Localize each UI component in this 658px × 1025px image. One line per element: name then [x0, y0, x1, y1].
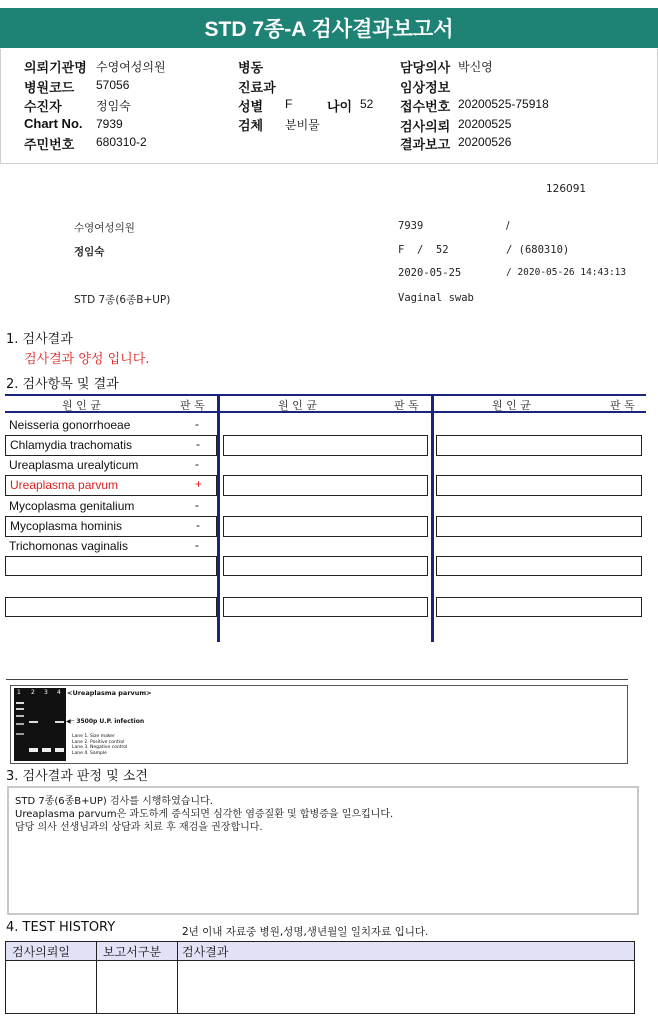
history-col-request-date: 검사의뢰일 [12, 945, 70, 959]
table-row-empty [223, 556, 428, 576]
gel-lane-4: 4 [57, 689, 61, 696]
gel-top-rule [6, 679, 628, 680]
gel-band [29, 748, 38, 752]
gel-electrophoresis-image [14, 688, 66, 761]
pathogen-name: Neisseria gonorrhoeae [9, 418, 131, 432]
sex-value: F [285, 97, 293, 111]
gel-legend-item: Lane 2. Positive control [72, 739, 125, 745]
table-col-divider-1 [217, 396, 220, 642]
result-summary: 검사결과 양성 입니다. [24, 352, 150, 367]
history-note: 2년 이내 자료중 병원,성명,생년월일 일치자료 입니다. [182, 926, 429, 938]
patient-label: 수진자 [24, 99, 62, 114]
report-date-value: 20200526 [458, 135, 512, 149]
history-col-divider [177, 941, 178, 1014]
info-sex-age: F / 52 [398, 244, 449, 256]
chart-no-label: Chart No. [24, 116, 83, 131]
request-date-label: 검사의뢰 [400, 119, 451, 134]
gel-band [55, 748, 64, 752]
report-title: STD 7종-A 검사결과보고서 [0, 8, 658, 48]
pathogen-result: - [196, 518, 200, 532]
gel-band [16, 723, 24, 725]
gel-band-label: ◀─ 3500p U.P. infection [66, 718, 145, 725]
gel-band [55, 721, 64, 723]
chart-no-value: 7939 [96, 117, 123, 131]
report-date-label: 결과보고 [400, 137, 451, 152]
pathogen-result: - [195, 538, 199, 552]
table-row-empty [436, 556, 642, 576]
table-row [5, 497, 216, 517]
gel-band [42, 748, 51, 752]
gel-band [16, 702, 24, 704]
specimen-label: 검체 [238, 118, 264, 133]
table-row [5, 456, 216, 476]
receipt-no-label: 접수번호 [400, 99, 451, 114]
table-row-empty [223, 475, 428, 496]
report-code: 126091 [546, 183, 587, 195]
col-pathogen-header-1: 원 인 균 [62, 399, 101, 412]
info-chart: 7939 [398, 220, 424, 232]
history-col-result: 검사결과 [182, 945, 229, 959]
gel-legend-item: Lane 1. Size maker [72, 734, 115, 739]
findings-box [7, 786, 639, 915]
table-row [5, 537, 216, 557]
pathogen-result: + [195, 477, 203, 491]
findings-line: STD 7종(6종B+UP) 검사를 시행하였습니다. [15, 796, 213, 807]
history-col-divider [96, 941, 97, 1014]
gel-lane-2: 2 [31, 689, 35, 696]
pathogen-result: - [195, 498, 199, 512]
gel-band [16, 708, 24, 710]
pathogen-name: Chlamydia trachomatis [10, 438, 133, 452]
hospital-code-value: 57056 [96, 78, 130, 92]
findings-line: Ureaplasma parvum은 과도하게 증식되면 심각한 염증질환 및 합병증을 일으킵니다. [15, 809, 394, 820]
age-label: 나이 [327, 99, 353, 114]
table-row [5, 516, 217, 537]
gel-caption: <Ureaplasma parvum> [67, 689, 152, 697]
table-col-divider-2 [431, 396, 434, 642]
table-row-empty [223, 435, 428, 456]
info-patient: 정임숙 [74, 246, 105, 258]
department-label: 진료과 [238, 80, 276, 95]
pathogen-name: Ureaplasma parvum [10, 478, 119, 492]
section4-title: 4. TEST HISTORY [6, 920, 116, 935]
sex-label: 성별 [238, 99, 264, 114]
doctor-value: 박신영 [458, 60, 493, 74]
table-row-empty [436, 475, 642, 496]
table-row-empty [436, 435, 642, 456]
pathogen-name: Ureaplasma urealyticum [9, 458, 139, 472]
resident-no-label: 주민번호 [24, 137, 75, 152]
info-receive-date: 2020-05-25 [398, 267, 462, 279]
section2-title: 2. 검사항목 및 결과 [6, 377, 119, 392]
info-birth: / (680310) [506, 244, 570, 256]
table-row-empty [436, 516, 642, 537]
gel-lane-1: 1 [17, 689, 21, 696]
pathogen-name: Mycoplasma genitalium [9, 499, 135, 513]
info-slash: / [506, 220, 510, 232]
history-col-report-type: 보고서구분 [103, 945, 161, 959]
request-date-value: 20200525 [458, 117, 512, 131]
hospital-label: 의뢰기관명 [24, 60, 87, 75]
col-judge-header-1: 판 독 [180, 399, 205, 412]
col-judge-header-2: 판 독 [394, 399, 419, 412]
table-row [5, 416, 216, 436]
table-row-empty [223, 597, 428, 617]
col-judge-header-3: 판 독 [610, 399, 635, 412]
gel-band [29, 721, 38, 723]
info-specimen: Vaginal swab [398, 292, 474, 304]
pathogen-result: - [195, 417, 199, 431]
info-report-time: / 2020-05-26 14:43:13 [506, 267, 627, 278]
resident-no-value: 680310-2 [96, 135, 147, 149]
info-hospital: 수영여성의원 [74, 222, 135, 234]
clinical-info-label: 임상정보 [400, 80, 451, 95]
table-top-rule [5, 394, 646, 396]
pathogen-result: - [195, 457, 199, 471]
age-value: 52 [360, 97, 374, 111]
section1-title: 1. 검사결과 [6, 332, 73, 347]
info-test-name: STD 7종(6종B+UP) [74, 294, 171, 306]
doctor-label: 담당의사 [400, 60, 451, 75]
hospital-value: 수영여성의원 [96, 60, 166, 74]
table-row-empty [5, 556, 217, 576]
ward-label: 병동 [238, 60, 264, 75]
table-row-empty [223, 516, 428, 537]
table-header-rule [5, 411, 646, 413]
col-pathogen-header-2: 원 인 균 [278, 399, 317, 412]
gel-legend-item: Lane 3. Negative control [72, 745, 128, 750]
findings-line: 담당 의사 선생님과의 상담과 치료 후 재검을 권장합니다. [15, 822, 263, 833]
specimen-value: 분비물 [285, 118, 320, 132]
gel-lane-3: 3 [44, 689, 48, 696]
gel-legend [72, 734, 127, 756]
gel-band [16, 715, 24, 717]
col-pathogen-header-3: 원 인 균 [492, 399, 531, 412]
table-row-empty [5, 597, 217, 617]
gel-band [16, 733, 24, 735]
pathogen-name: Trichomonas vaginalis [9, 539, 128, 553]
pathogen-result: - [196, 437, 200, 451]
patient-value: 정임숙 [96, 99, 131, 113]
gel-band-label-text: 3500p U.P. infection [76, 718, 145, 725]
receipt-no-value: 20200525-75918 [458, 97, 549, 111]
table-row-positive [5, 475, 217, 496]
history-table-header [6, 942, 634, 961]
hospital-code-label: 병원코드 [24, 80, 75, 95]
table-row [5, 435, 217, 456]
table-row-empty [436, 597, 642, 617]
pathogen-name: Mycoplasma hominis [10, 519, 123, 533]
section3-title: 3. 검사결과 판정 및 소견 [6, 769, 148, 784]
gel-legend-item: Lane 4. Sample [72, 750, 107, 756]
